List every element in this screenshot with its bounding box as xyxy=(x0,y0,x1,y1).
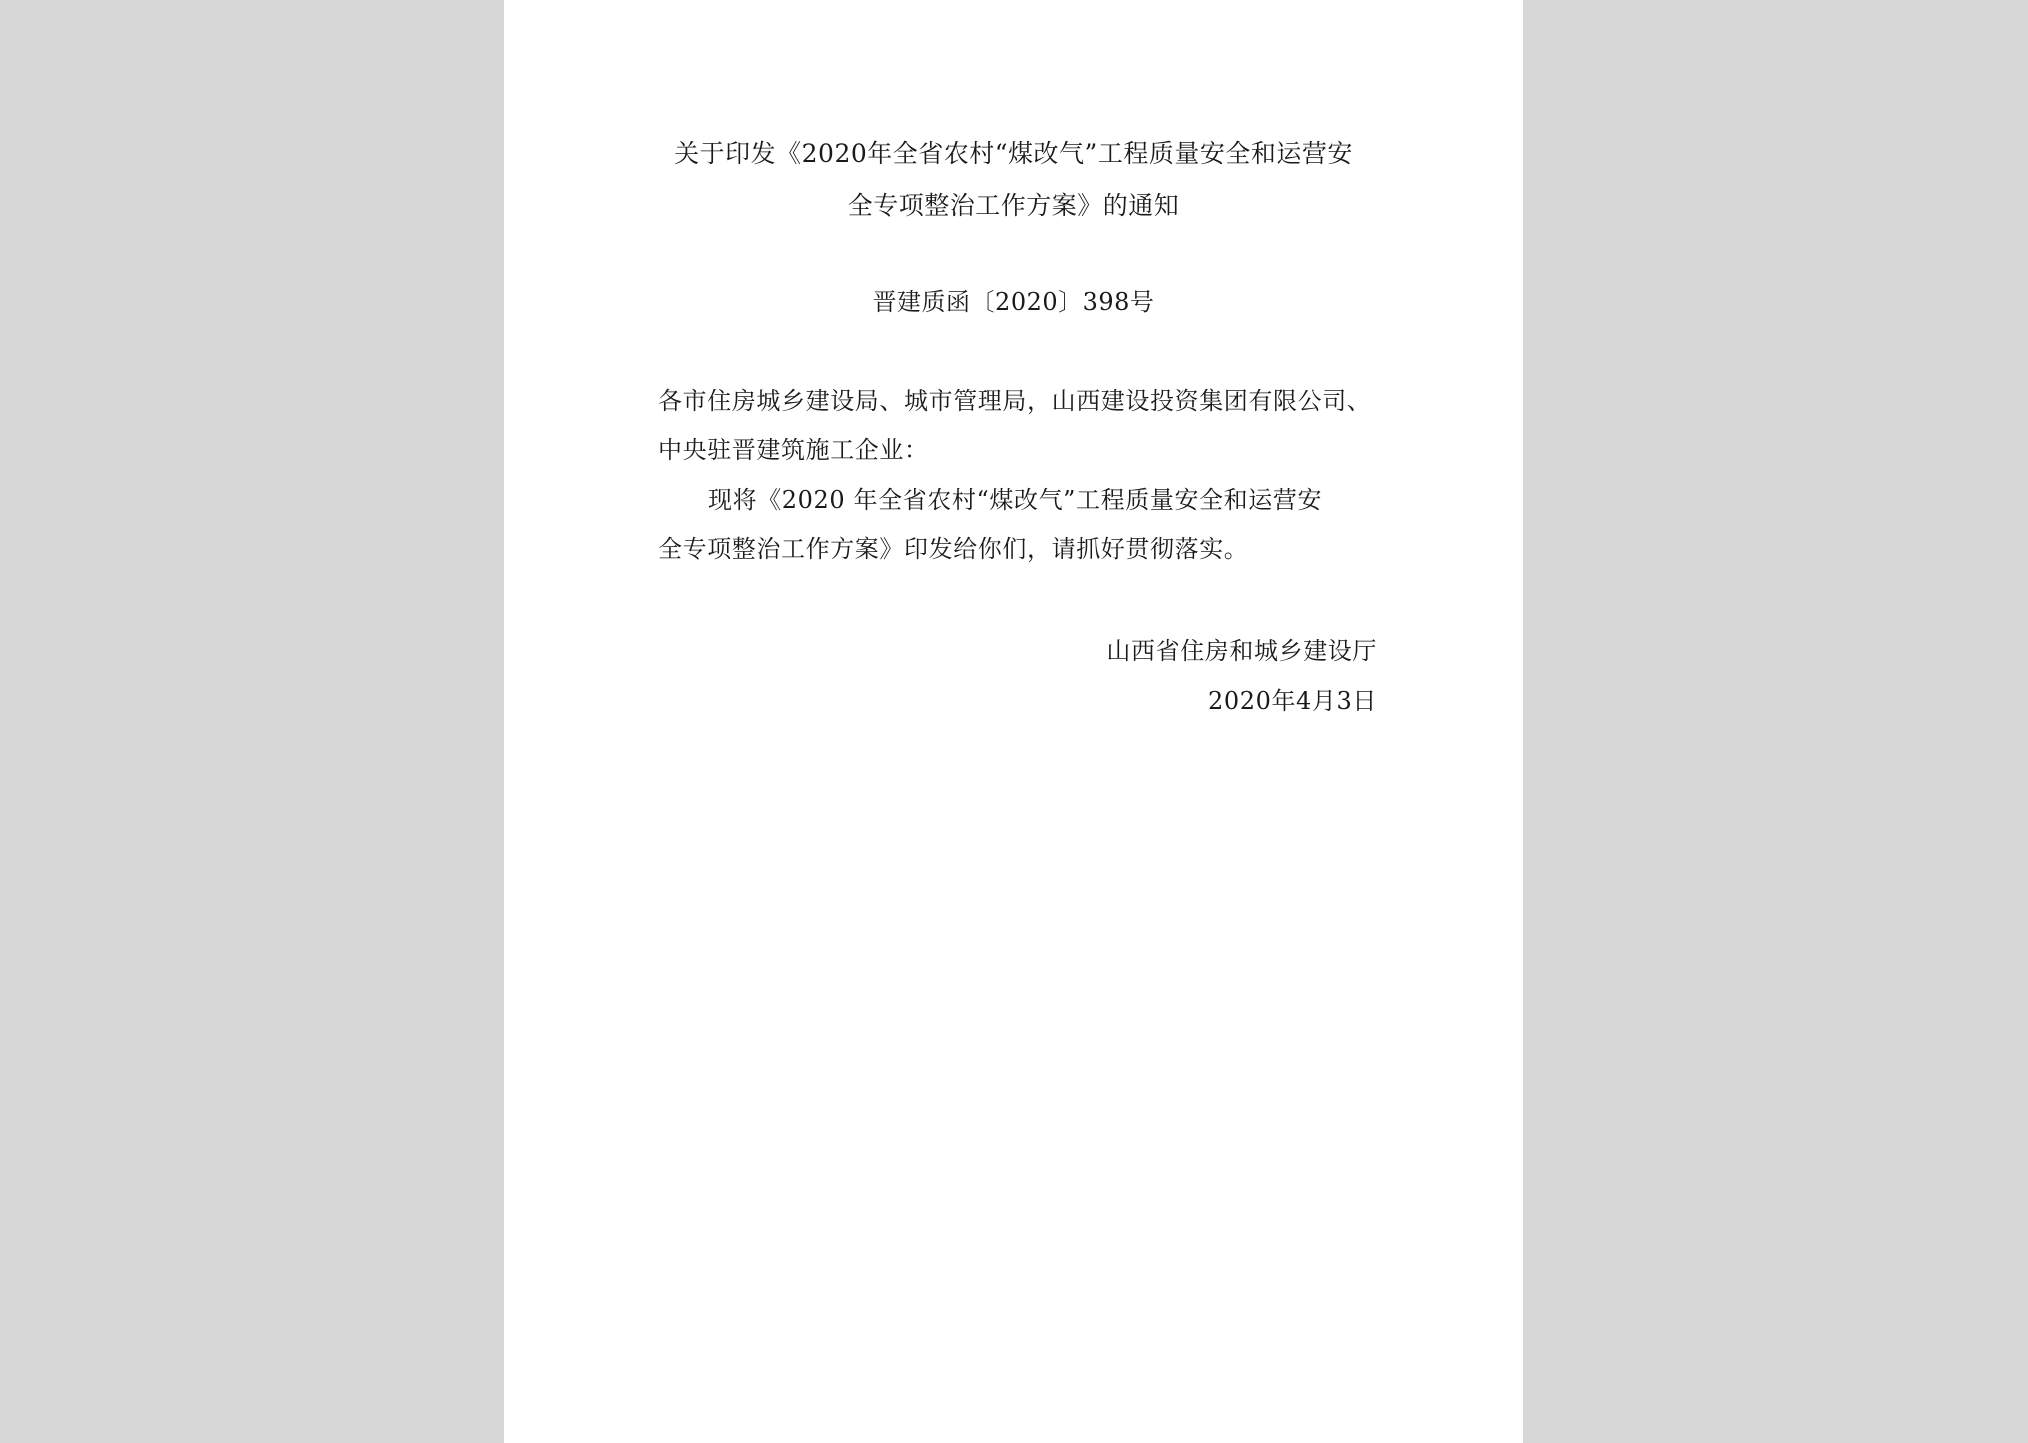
recipients-block xyxy=(658,377,1376,475)
body-line-1: 现将《2020 年全省农村“煤改气”工程质量安全和运营安 xyxy=(708,486,1323,514)
body-paragraph xyxy=(658,476,1376,574)
title-line-2: 全专项整治工作方案》的通知 xyxy=(847,191,1180,220)
document-number: 晋建质函〔2020〕398号 xyxy=(872,288,1155,316)
recipients-line-2: 中央驻晋建筑施工企业： xyxy=(658,436,929,464)
title-line-1: 关于印发《2020年全省农村“煤改气”工程质量安全和运营安 xyxy=(674,139,1353,168)
document-title xyxy=(654,128,1373,232)
issuer-name: 山西省住房和城乡建设厅 xyxy=(1106,637,1377,665)
recipients-line-1: 各市住房城乡建设局、城市管理局，山西建设投资集团有限公司、 xyxy=(658,387,1372,415)
issue-date: 2020年4月3日 xyxy=(1207,687,1377,715)
body-line-2: 全专项整治工作方案》印发给你们，请抓好贯彻落实。 xyxy=(658,535,1249,563)
signoff-block xyxy=(1106,626,1377,726)
document-page xyxy=(504,0,1523,1443)
